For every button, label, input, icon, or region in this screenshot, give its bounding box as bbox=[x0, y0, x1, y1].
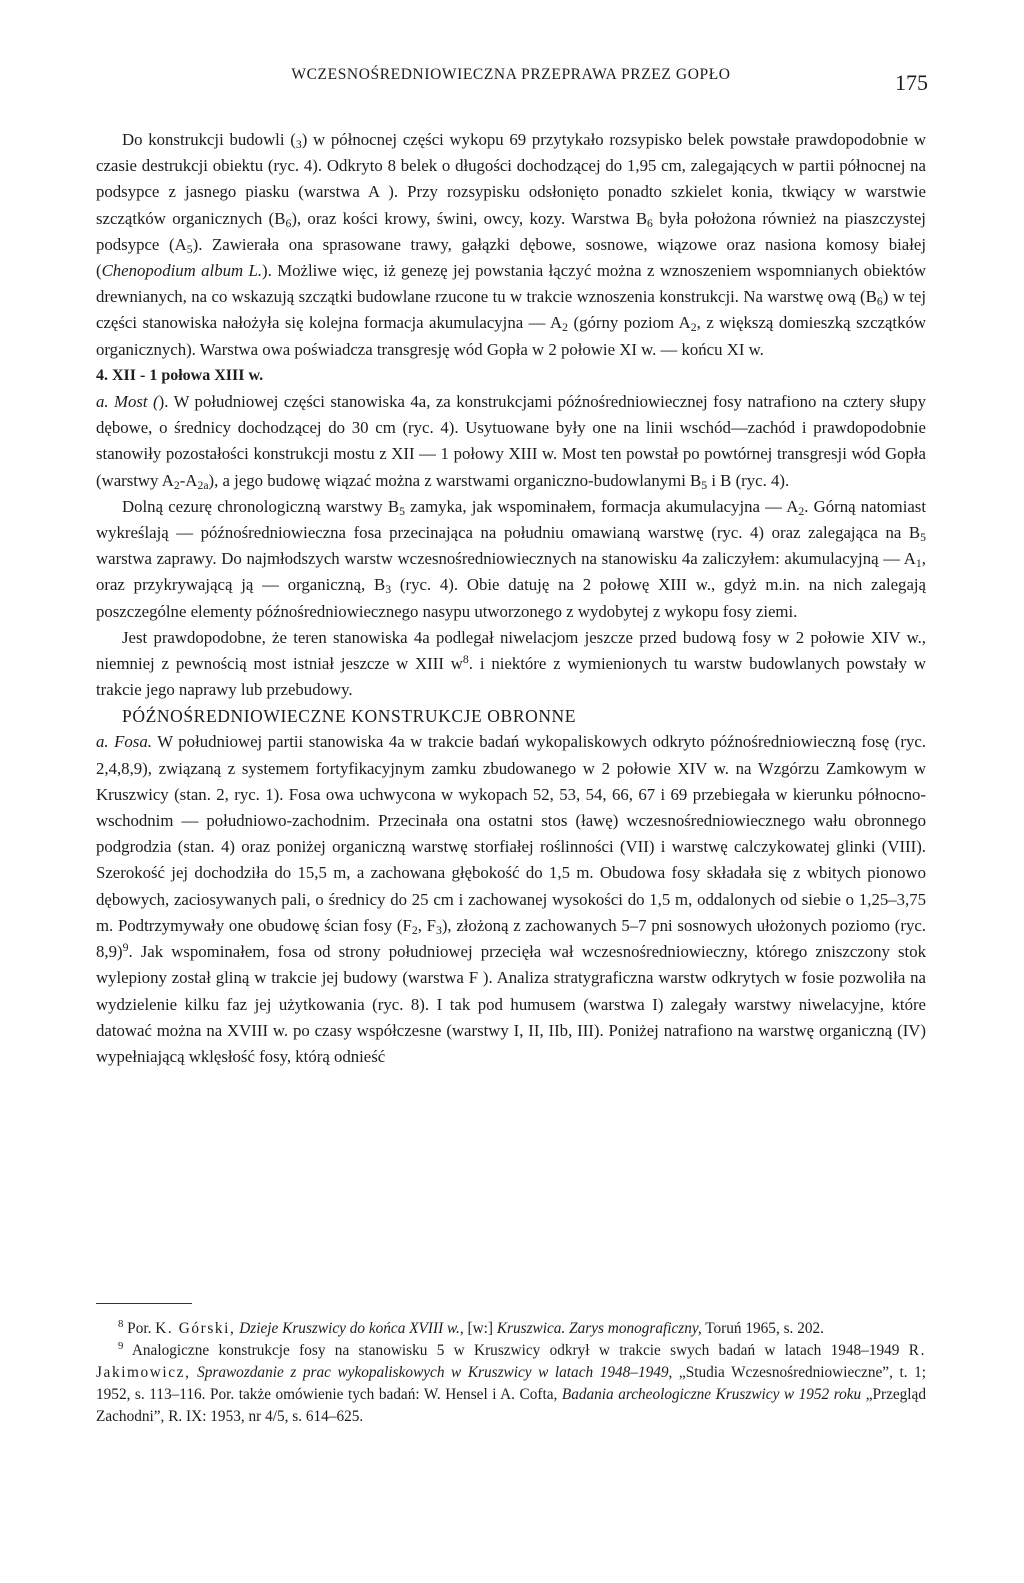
running-title: WCZESNOŚREDNIOWIECZNA PRZEPRAWA PRZEZ GOPŁO bbox=[291, 66, 731, 83]
footnote-8: $^8$ Por. K. Górski, Dzieje Kruszwicy do końca XVIII w., [w:] Kruszwica. Zarys monograficzny, Toruń 1965, s. 202. bbox=[118, 1318, 824, 1337]
subheading-period: 4. XII - 1 połowa XIII w. bbox=[96, 366, 264, 384]
paragraph-chronology: Dolną cezurę chronologiczną warstwy $B_5$ zamyka, jak wspominałem, formacja akumulacyjna — $A_2$. Górną natomiast wykreślają — późnośredniowieczna fosa przecinająca na południu omawianą warstwę (ryc. 4) oraz zalegająca na $B_5$ warstwa zaprawy. Do najmłodszych warstw wczesnośredniowiecznych na stanowisku 4a zaliczyłem: akumulacyjną — $A_1$, oraz przykrywającą ją — organiczną, $B_3$ (ryc. 4). Obie datuję na 2 połowę XIII w., gdyż m.in. na nich zalegają poszczególne elementy późnośredniowiecznego nasypu utworzonego z wydobytej z wykopu fosy ziemi. bbox=[96, 496, 927, 621]
footnotes bbox=[96, 1318, 926, 1428]
paragraph-bridge: a. Most (). W południowej części stanowiska 4a, za konstrukcjami późnośredniowiecznej fosy natrafiono na cztery słupy dębowe, o średnicy dochodzącej do 30 cm (ryc. 4). Usytuowane były one na linii wschód—zachód i prawdopodobnie stanowiły pozostałości konstrukcji mostu z XII — 1 połowy XIII w. Most ten powstał po powtórnej transgresji wód Gopła (warstwy $A_2-A_{2a}$), a jego budowę wiązać można z warstwami organiczno-budowlanymi $B_5$ i B (ryc. 4). bbox=[96, 392, 926, 492]
section-title: PÓŹNOŚREDNIOWIECZNE KONSTRUKCJE OBRONNE bbox=[122, 706, 577, 727]
footnote-divider bbox=[96, 1303, 192, 1304]
main-text bbox=[96, 127, 926, 1070]
paragraph-levelling: Jest prawdopodobne, że teren stanowiska 4a podlegał niwelacjom jeszcze przed budową fosy w 2 połowie XIV w., niemniej z pewnością most istniał jeszcze w XIII $w^8$. i niektóre z wymienionych tu warstw budowlanych powstały w trakcie jego naprawy lub przebudowy. bbox=[96, 627, 926, 700]
footnote-9: $^9$ Analogiczne konstrukcje fosy na stanowisku 5 w Kruszwicy odkrył w trakcie swych badań w latach 1948–1949 R. Jakimowicz, Sprawozdanie z prac wykopaliskowych w Kruszwicy w latach 1948–1949, „Studia Wczesnośredniowieczne”, t. 1; 1952, s. 113–116. Por. także omówienie tych badań: W. Hensel i A. Cofta, Badania archeologiczne Kruszwicy w 1952 roku „Przegląd Zachodni”, R. IX: 1953, nr 4/5, s. 614–625. bbox=[96, 1340, 926, 1425]
paragraph-bridge-remains: Do konstrukcji budowli $(_3)$ w północnej części wykopu 69 przytykało rozsypisko belek powstałe prawdopodobnie w czasie destrukcji obiektu (ryc. 4). Odkryto 8 belek o długości dochodzącej do 1,95 cm, zalegających w partii północnej na podsypce z jasnego piasku (warstwa A ). Przy rozsypisku odsłonięto ponadto szkielet konia, tkwiący w warstwie szczątków organicznych $(B_6)$, oraz kości krowy, świni, owcy, kozy. Warstwa $B_6$ była położona również na piaszczystej podsypce $(A_5)$. Zawierała ona sprasowane trawy, gałązki dębowe, sosnowe, wiązowe oraz nasiona komosy białej (Chenopodium album L.). Możliwe więc, iż genezę jej powstania łączyć można z wznoszeniem wspomnianych obiektów drewnianych, na co wskazują szczątki budowlane rzucone tu w trakcie wznoszenia konstrukcji. Na warstwę ową $(B_6)$ w tej części stanowiska nałożyła się kolejna formacja akumulacyjna — $A_2$ (górny poziom $A_2$, z większą domieszką szczątków organicznych). Warstwa owa poświadcza transgresję wód Gopła w 2 połowie XI w. — końcu XI w. bbox=[96, 130, 926, 359]
paragraph-moat: a. Fosa. W południowej partii stanowiska 4a w trakcie badań wykopaliskowych odkryto późnośredniowieczną fosę (ryc. 2,4,8,9), związaną z systemem fortyfikacyjnym zamku zbudowanego w 2 połowie XIV w. na Wzgórzu Zamkowym w Kruszwicy (stan. 2, ryc. 1). Fosa owa uchwycona w wykopach 52, 53, 54, 66, 67 i 69 przebiegała w kierunku północno-wschodnim — południowo-zachodnim. Przecinała ona ostatni stos (ławę) wczesnośredniowiecznego wału obronnego podgrodzia (stan. 4) oraz poniżej organiczną warstwę storfiałej roślinności (VII) i warstwę calczykowatej glinki (VIII). Szerokość jej dochodziła do 15,5 m, a zachowana głębokość do 1,5 m. Obudowa fosy składała się z wbitych pionowo dębowych, zaciosywanych pali, o średnicy do 25 cm i zachowanej wysokości do 1,5 m, oddalonych od siebie o 1,25–3,75 m. Podtrzymywały one obudowę ścian fosy ($F_2$, $F_3$), złożoną z zachowanych 5–7 pni sosnowych ułożonych poziomo (ryc. 8,9)$^9$. Jak wspominałem, fosa od strony południowej przecięła wał wczesnośredniowieczny, którego zniszczony stok wylepiony został gliną w trakcie jej budowy (warstwa F ). Analiza stratygraficzna warstw odkrytych w fosie pozwoliła na wydzielenie kilku faz jej użytkowania (ryc. 8). I tak pod humusem (warstwa I) zalegały warstwy niwelacyjne, które datować można na XVIII w. po czasy współczesne (warstwy I, II, IIb, III). Poniżej natrafiono na warstwę organiczną (IV) wypełniającą wklęsłość fosy, którą odnieść bbox=[96, 732, 926, 1066]
page-number: 175 bbox=[895, 70, 928, 95]
